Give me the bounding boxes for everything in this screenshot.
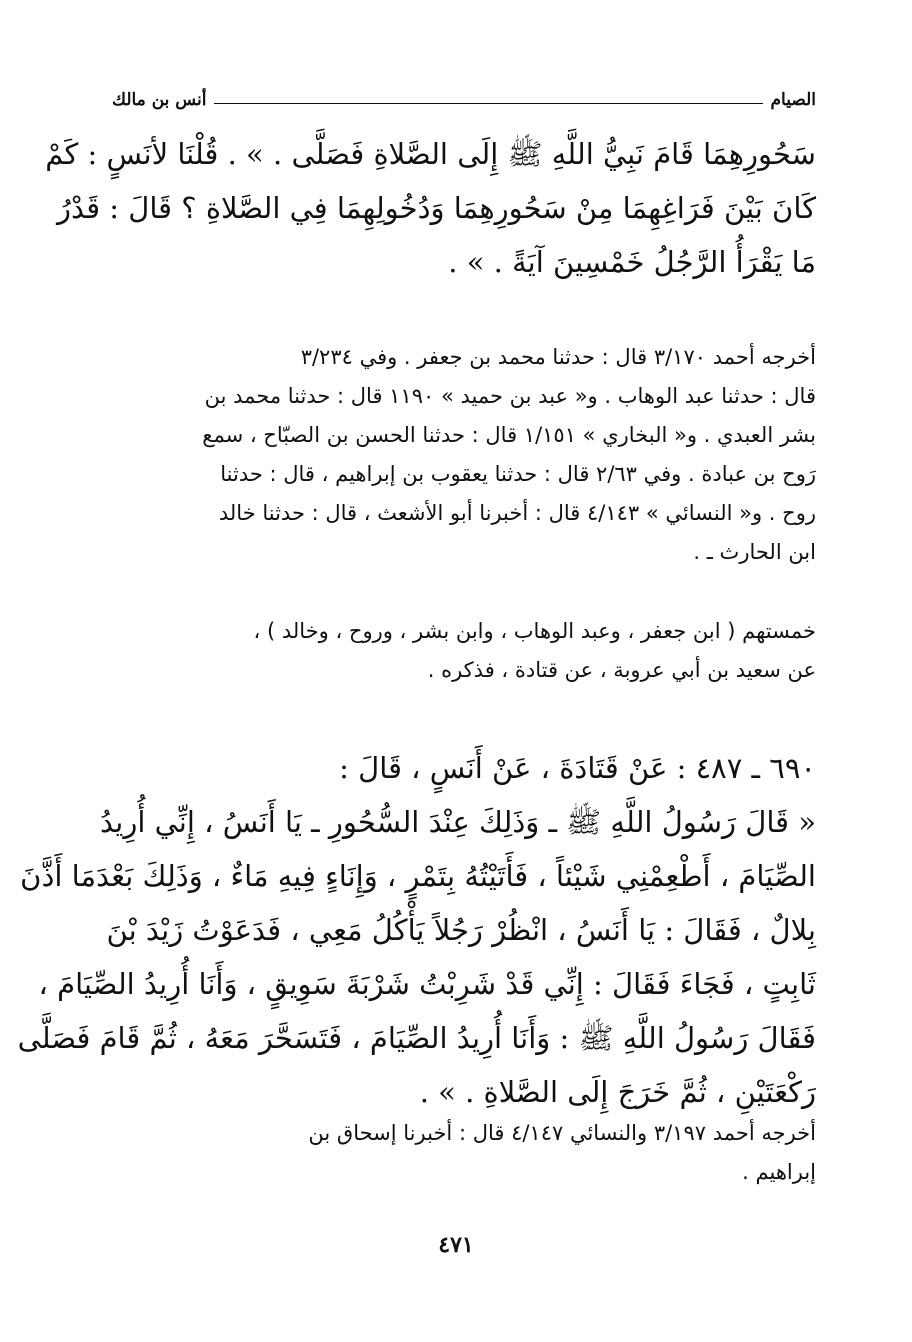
- text-line: قال : حدثنا عبد الوهاب . و« عبد بن حميد » ١١٩٠ قال : حدثنا محمد بن: [204, 384, 816, 408]
- running-header: [112, 88, 816, 112]
- text-line: ابن الحارث ـ .: [693, 540, 816, 564]
- text-line: روح . و« النسائي » ٤/١٤٣ قال : أخبرنا أبو الأشعث ، قال : حدثنا خالد: [218, 501, 816, 525]
- header-rule: [214, 103, 762, 104]
- text-line: ثَابِتٍ ، فَجَاءَ فَقَالَ : إِنِّي قَدْ شَرِبْتُ شَرْبَةَ سَوِيقٍ ، وَأَنَا أُرِيدُ الصِّيَامَ ،: [38, 967, 816, 1001]
- text-line: فَقَالَ رَسُولُ اللَّهِ ﷺ : وَأَنَا أُرِيدُ الصِّيَامَ ، فَتَسَحَّرَ مَعَهُ ، ثُمَّ قَامَ فَصَلَّى: [17, 1021, 816, 1055]
- text-line: عن سعيد بن أبي عروبة ، عن قتادة ، فذكره .: [427, 658, 816, 682]
- text-line: أخرجه أحمد ٣/١٩٧ والنسائي ٤/١٤٧ قال : أخبرنا إسحاق بن: [308, 1121, 816, 1145]
- hadith-heading: ٦٩٠ ـ ٤٨٧ : عَنْ قَتَادَةَ ، عَنْ أَنَسٍ ، قَالَ :: [339, 751, 816, 785]
- page-number: ٤٧١: [438, 1232, 474, 1258]
- chapter-title: الصيام: [770, 90, 816, 110]
- text-line: سَحُورِهِمَا قَامَ نَبِيُّ اللَّهِ ﷺ إِلَى الصَّلاةِ فَصَلَّى . » . قُلْنَا لأنَسٍ : كَمْ: [45, 137, 816, 171]
- hadith-690: [17, 741, 816, 1119]
- text-line: إبراهيم .: [742, 1160, 816, 1184]
- text-line: كَانَ بَيْنَ فَرَاغِهِمَا مِنْ سَحُورِهِمَا وَدُخُولِهِمَا فِي الصَّلاةِ ؟ قَالَ : قَدْرُ: [56, 191, 816, 225]
- takhrij-paragraph-3: [112, 1114, 816, 1192]
- takhrij-paragraph-2: [112, 612, 816, 690]
- text-line: رَوح بن عبادة . وفي ٢/٦٣ قال : حدثنا يعقوب بن إبراهيم ، قال : حدثنا: [220, 462, 816, 486]
- text-line: رَكْعَتَيْنِ ، ثُمَّ خَرَجَ إِلَى الصَّلاةِ . » .: [419, 1075, 816, 1109]
- text-line: الصِّيَامَ ، أَطْعِمْنِي شَيْئاً ، فَأَتَيْتُهُ بِتَمْرٍ ، وَإِنَاءٍ فِيهِ مَاءٌ ، وَذَلِكَ بَعْدَمَا أَذَّنَ: [20, 859, 816, 893]
- text-line: مَا يَقْرَأُ الرَّجُلُ خَمْسِينَ آيَةً . » .: [448, 245, 816, 279]
- text-line: أخرجه أحمد ٣/١٧٠ قال : حدثنا محمد بن جعفر . وفي ٣/٢٣٤: [300, 345, 816, 369]
- text-line: بِلالٌ ، فَقَالَ : يَا أَنَسُ ، انْظُرْ رَجُلاً يَأْكُلُ مَعِي ، فَدَعَوْتُ زَيْدَ بْنَ: [106, 913, 816, 947]
- text-line: بشر العبدي . و« البخاري » ١/١٥١ قال : حدثنا الحسن بن الصبّاح ، سمع: [202, 423, 816, 447]
- text-line: خمستهم ( ابن جعفر ، وعبد الوهاب ، وابن بشر ، وروح ، وخالد ) ،: [253, 619, 816, 643]
- hadith-continuation: [45, 127, 816, 289]
- companion-name: أنس بن مالك: [112, 90, 207, 110]
- takhrij-paragraph-1: [112, 338, 816, 572]
- text-line: « قَالَ رَسُولُ اللَّهِ ﷺ ـ وَذَلِكَ عِنْدَ السُّحُورِ ـ يَا أَنَسُ ، إِنِّي أُرِيدُ: [100, 805, 816, 839]
